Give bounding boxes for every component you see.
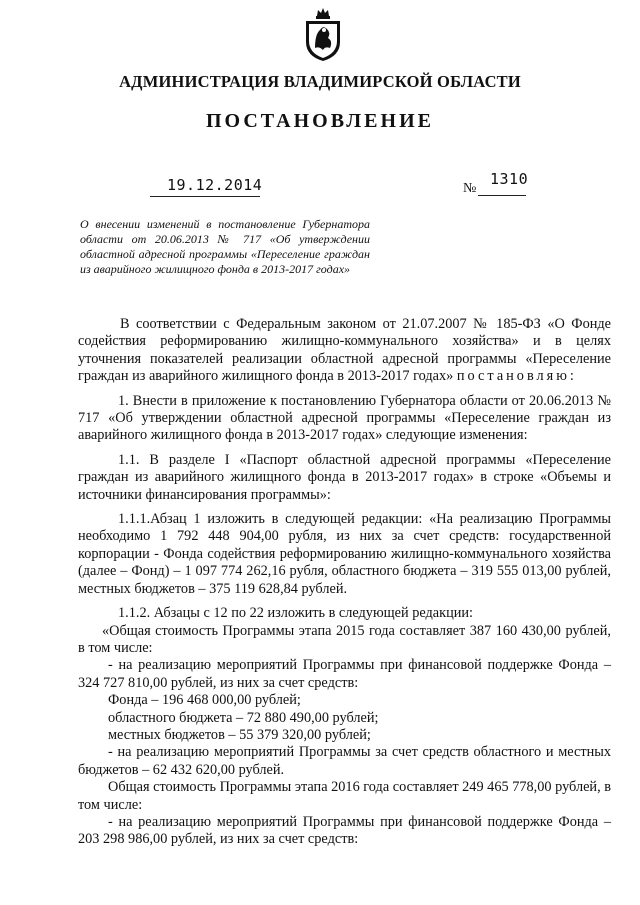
decree-word: постановляю: [456, 368, 577, 385]
paragraph-1: 1. Внести в приложение к постановлению Губернатора области от 20.06.2013 № 717 «Об утверждении областной адресной программы «Переселение граждан из аварийного жилищного фонда в 2013-2017 годах» следующие изменения: [78, 392, 611, 444]
organization-name: АДМИНИСТРАЦИЯ ВЛАДИМИРСКОЙ ОБЛАСТИ [119, 72, 521, 91]
quote-fund-2015: Фонда – 196 468 000,00 рублей; [108, 692, 301, 709]
document-title: ПОСТАНОВЛЕНИЕ [206, 110, 434, 132]
paragraph-1-1-1: 1.1.1.Абзац 1 изложить в следующей редакции: «На реализацию Программы необходимо 1 792 448 904,00 рубля, из них за счет средств: государственной корпорации - Фонда содействия реформированию жилищно-коммунального хозяйства (далее – Фонд) – 1 097 774 262,16 рубля, областного бюджета – 319 555 013,00 рублей, местных бюджетов – 375 119 628,84 рублей. [78, 511, 611, 597]
quote-fund-support-2015: - на реализацию мероприятий Программы при финансовой поддержке Фонда – 324 727 810,00 рублей, из них за счет средств: [78, 657, 611, 691]
number-underline [478, 195, 526, 196]
coat-of-arms-icon [303, 8, 343, 62]
quote-regional-local-2015: - на реализацию мероприятий Программы за счет средств областного и местных бюджетов – 62 432 620,00 рублей. [78, 744, 611, 778]
quote-regional-2015: областного бюджета – 72 880 490,00 рублей; [108, 709, 379, 726]
preamble-text: В соответствии с Федеральным законом от 21.07.2007 № 185-ФЗ «О Фонде содействия реформированию жилищно-коммунального хозяйства» и в целях уточнения показателей реализации областной адресной программы «Переселение граждан из аварийного жилищного фонда в 2013-2017 годах» [78, 316, 611, 385]
preamble-paragraph [78, 316, 611, 386]
quote-local-2015: местных бюджетов – 55 379 320,00 рублей; [108, 726, 371, 743]
quote-fund-support-2016: - на реализацию мероприятий Программы при финансовой поддержке Фонда – 203 298 986,00 рублей, из них за счет средств: [78, 813, 611, 848]
quote-total-2015: «Общая стоимость Программы этапа 2015 года составляет 387 160 430,00 рублей, в том числе: [78, 622, 611, 656]
document-number: 1310 [490, 170, 529, 188]
paragraph-1-1: 1.1. В разделе I «Паспорт областной адресной программы «Переселение граждан из аварийного жилищного фонда в 2013-2017 годах» в строке «Объемы и источники финансирования программы»: [78, 451, 611, 503]
quote-total-2016: Общая стоимость Программы этапа 2016 года составляет 249 465 778,00 рублей, в том числе: [78, 779, 611, 813]
document-subject: О внесении изменений в постановление Губернатора области от 20.06.2013 № 717 «Об утверждении областной адресной программы «Переселение граждан из аварийного жилищного фонда в 2013-2017 годах» [80, 217, 370, 276]
paragraph-1-1-2: 1.1.2. Абзацы с 12 по 22 изложить в следующей редакции: [118, 605, 474, 622]
number-label: № [463, 181, 477, 196]
document-date: 19.12.2014 [167, 176, 263, 194]
date-underline [150, 196, 260, 197]
document-body [78, 316, 611, 849]
